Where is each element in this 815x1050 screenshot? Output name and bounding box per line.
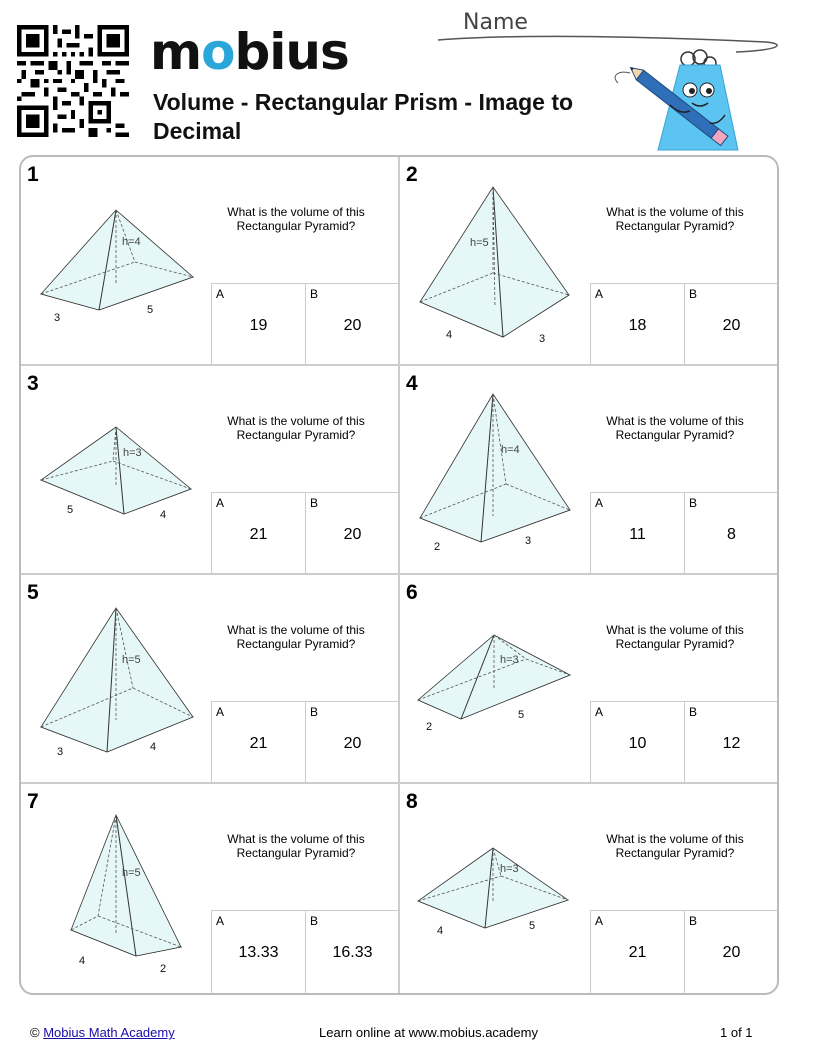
dimension-label: 3 — [57, 746, 64, 758]
academy-link[interactable]: Mobius Math Academy — [43, 1025, 175, 1040]
problem-number: 1 — [27, 163, 39, 186]
problem-card — [400, 366, 779, 575]
logo-accent-letter: o — [201, 23, 235, 81]
answer-option-b[interactable]: B 20 — [684, 283, 778, 366]
dimension-label: 4 — [437, 925, 444, 937]
question-text: What is the volume of this Rectangular Pyramid? — [227, 414, 365, 442]
pyramid-figure — [400, 784, 590, 993]
answer-option-b[interactable]: B 20 — [305, 283, 399, 366]
answer-option-a[interactable]: A 21 — [211, 492, 305, 575]
question-text: What is the volume of this Rectangular Pyramid? — [606, 832, 744, 860]
pyramid-figure — [21, 784, 211, 993]
answer-option-a[interactable]: A 11 — [590, 492, 684, 575]
answer-option-a[interactable]: A 21 — [211, 701, 305, 784]
dimension-label: 5 — [147, 304, 154, 316]
answer-option-b[interactable]: B 20 — [305, 701, 399, 784]
problem-number: 2 — [406, 163, 418, 186]
problem-card — [400, 575, 779, 784]
answer-option-a[interactable]: A 13.33 — [211, 910, 305, 993]
dimension-label: 4 — [79, 955, 86, 967]
worksheet-title: Volume - Rectangular Prism - Image to Decimal — [153, 89, 574, 144]
pyramid-figure — [21, 575, 211, 784]
problem-card — [400, 157, 779, 366]
question-text: What is the volume of this Rectangular Pyramid? — [227, 623, 365, 651]
name-label: Name — [463, 10, 528, 35]
problem-card — [400, 784, 779, 993]
mobius-logo: mobius — [150, 23, 349, 81]
problem-card — [21, 157, 400, 366]
problem-number: 8 — [406, 790, 418, 813]
pyramid-figure — [400, 366, 590, 575]
dimension-label: 5 — [529, 920, 536, 932]
height-label: h=5 — [122, 867, 141, 879]
question-text: What is the volume of this Rectangular Pyramid? — [606, 623, 744, 651]
dimension-label: 2 — [426, 721, 433, 733]
qr-code — [17, 25, 129, 137]
answer-option-a[interactable]: A 19 — [211, 283, 305, 366]
height-label: h=4 — [501, 444, 520, 456]
problem-number: 3 — [27, 372, 39, 395]
question-text: What is the volume of this Rectangular Pyramid? — [227, 832, 365, 860]
dimension-label: 4 — [446, 329, 453, 341]
height-label: h=5 — [470, 237, 489, 249]
problem-number: 7 — [27, 790, 39, 813]
question-text: What is the volume of this Rectangular Pyramid? — [606, 205, 744, 233]
answer-option-a[interactable]: A 21 — [590, 910, 684, 993]
dimension-label: 3 — [539, 333, 546, 345]
dimension-label: 2 — [160, 963, 167, 975]
dimension-label: 5 — [67, 504, 74, 516]
dimension-label: 3 — [525, 535, 532, 547]
height-label: h=5 — [122, 654, 141, 666]
question-text: What is the volume of this Rectangular Pyramid? — [227, 205, 365, 233]
question-text: What is the volume of this Rectangular Pyramid? — [606, 414, 744, 442]
problem-card — [21, 575, 400, 784]
height-label: h=3 — [500, 654, 519, 666]
problem-card — [21, 366, 400, 575]
dimension-label: 4 — [150, 741, 157, 753]
answer-option-a[interactable]: A 18 — [590, 283, 684, 366]
pyramid-figure — [21, 157, 211, 366]
problem-grid — [19, 155, 779, 995]
problem-number: 4 — [406, 372, 418, 395]
mascot-illustration — [610, 45, 750, 155]
dimension-label: 5 — [518, 709, 525, 721]
problem-number: 6 — [406, 581, 418, 604]
dimension-label: 3 — [54, 312, 61, 324]
answer-option-a[interactable]: A 10 — [590, 701, 684, 784]
answer-option-b[interactable]: B 16.33 — [305, 910, 399, 993]
answer-option-b[interactable]: B 20 — [684, 910, 778, 993]
pyramid-figure — [400, 575, 590, 784]
answer-option-b[interactable]: B 20 — [305, 492, 399, 575]
pyramid-figure — [21, 366, 211, 575]
dimension-label: 2 — [434, 541, 441, 553]
footer-copyright: © Mobius Math Academy — [30, 1025, 175, 1040]
pyramid-figure — [400, 157, 590, 366]
height-label: h=3 — [500, 863, 519, 875]
answer-option-b[interactable]: B 12 — [684, 701, 778, 784]
problem-number: 5 — [27, 581, 39, 604]
height-label: h=3 — [123, 447, 142, 459]
page-indicator: 1 of 1 — [720, 1025, 753, 1040]
footer-learn-online: Learn online at www.mobius.academy — [319, 1025, 538, 1040]
height-label: h=4 — [122, 236, 141, 248]
dimension-label: 4 — [160, 509, 167, 521]
answer-option-b[interactable]: B 8 — [684, 492, 778, 575]
problem-card — [21, 784, 400, 993]
